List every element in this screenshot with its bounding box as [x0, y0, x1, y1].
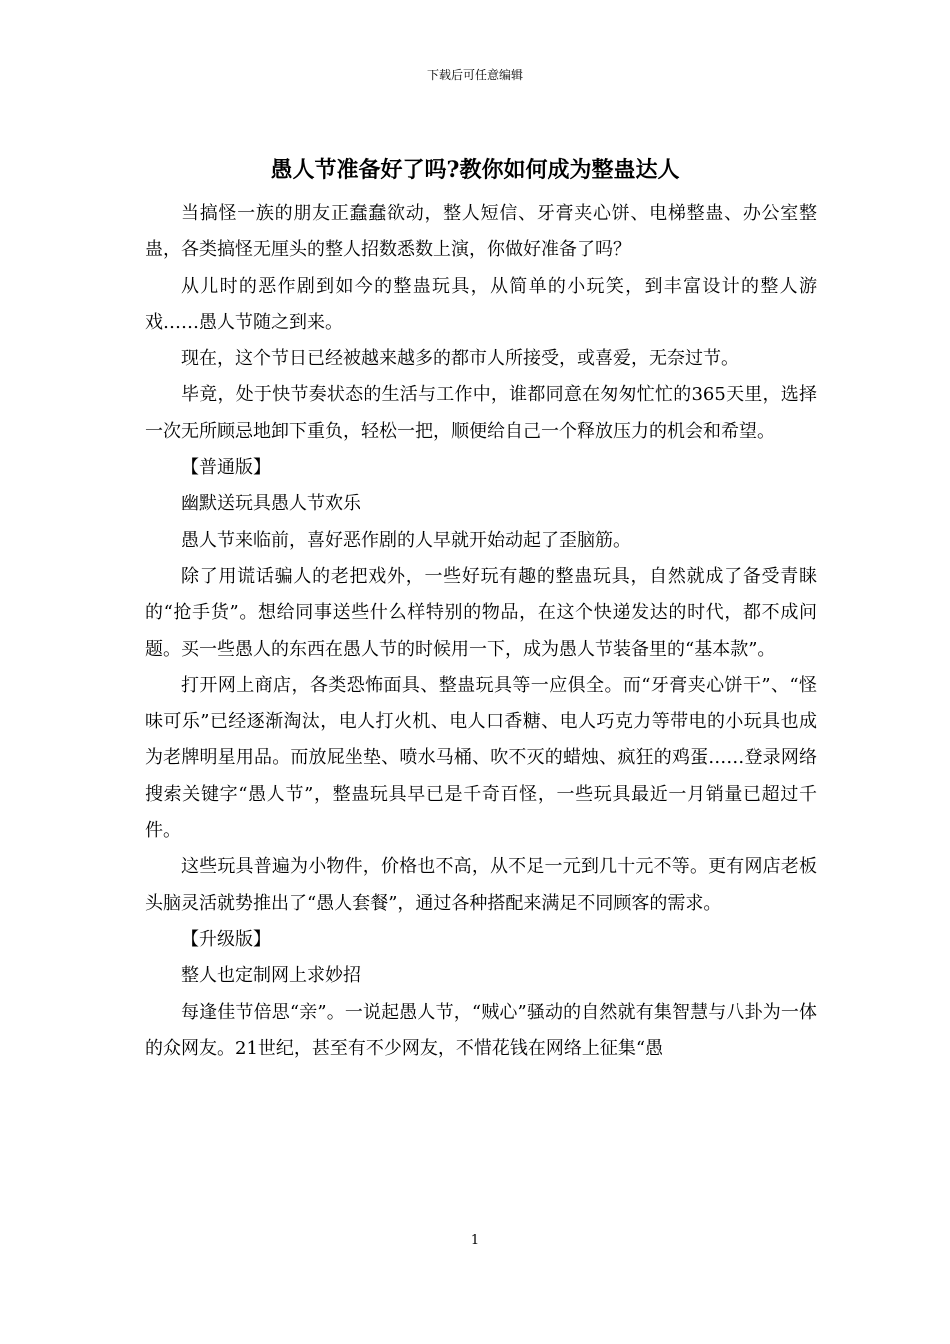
paragraph-now: 现在，这个节日已经被越来越多的都市人所接受，或喜爱，无奈过节。 — [181, 348, 739, 370]
document-body — [145, 196, 817, 1067]
section-heading-upgrade: 【升级版】 — [181, 928, 271, 950]
paragraph-old-tricks: 除了用谎话骗人的老把戏外，一些好玩有趣的整蛊玩具，自然就成了备受青睐的“抢手货”。想给同事送些什么样特别的物品，在这个快递发达的时代，都不成问题。买一些愚人的东西在愚人节的时候用一下，成为愚人节装备里的“基本款”。 — [145, 565, 817, 660]
section-heading-normal: 【普通版】 — [181, 457, 271, 479]
paragraph-intro: 当搞怪一族的朋友正蠢蠢欲动，整人短信、牙膏夹心饼、电梯整蛊、办公室整蛊，各类搞怪无厘头的整人招数悉数上演，你做好准备了吗？ — [145, 203, 817, 261]
page-header-note: 下载后可任意编辑 — [426, 68, 523, 82]
paragraph-small-items: 这些玩具普遍为小物件，价格也不高，从不足一元到几十元不等。更有网店老板头脑灵活就势推出了“愚人套餐”，通过各种搭配来满足不同顾客的需求。 — [145, 856, 817, 914]
paragraph-online-shop: 打开网上商店，各类恐怖面具、整蛊玩具等一应俱全。而“牙膏夹心饼干”、“怪味可乐”已经逐渐淘汰，电人打火机、电人口香糖、电人巧克力等带电的小玩具也成为老牌明星用品。而放屁坐垫、喷水马桶、吹不灭的蜡烛、疯狂的鸡蛋……登录网络搜索关键字“愚人节”，整蛊玩具早已是千奇百怪，一些玩具最近一月销量已超过千件。 — [145, 674, 817, 842]
paragraph-childhood: 从儿时的恶作剧到如今的整蛊玩具，从简单的小玩笑，到丰富设计的整人游戏……愚人节随之到来。 — [145, 275, 817, 333]
document-title: 愚人节准备好了吗?教你如何成为整蛊达人 — [270, 157, 680, 183]
page-number: 1 — [470, 1233, 480, 1248]
subheading-humor-toys: 幽默送玩具愚人节欢乐 — [181, 493, 361, 515]
paragraph-before-fools-day: 愚人节来临前，喜好恶作剧的人早就开始动起了歪脑筋。 — [181, 529, 631, 551]
paragraph-after-all: 毕竟，处于快节奏状态的生活与工作中，谁都同意在匆匆忙忙的365天里，选择一次无所顾忌地卸下重负，轻松一把，顺便给自己一个释放压力的机会和希望。 — [145, 384, 817, 442]
subheading-custom-pranks: 整人也定制网上求妙招 — [181, 965, 361, 987]
paragraph-netizens: 每逢佳节倍思“亲”。一说起愚人节，“贼心”骚动的自然就有集智慧与八卦为一体的众网友。21世纪，甚至有不少网友，不惜花钱在网络上征集“愚 — [145, 1001, 817, 1059]
